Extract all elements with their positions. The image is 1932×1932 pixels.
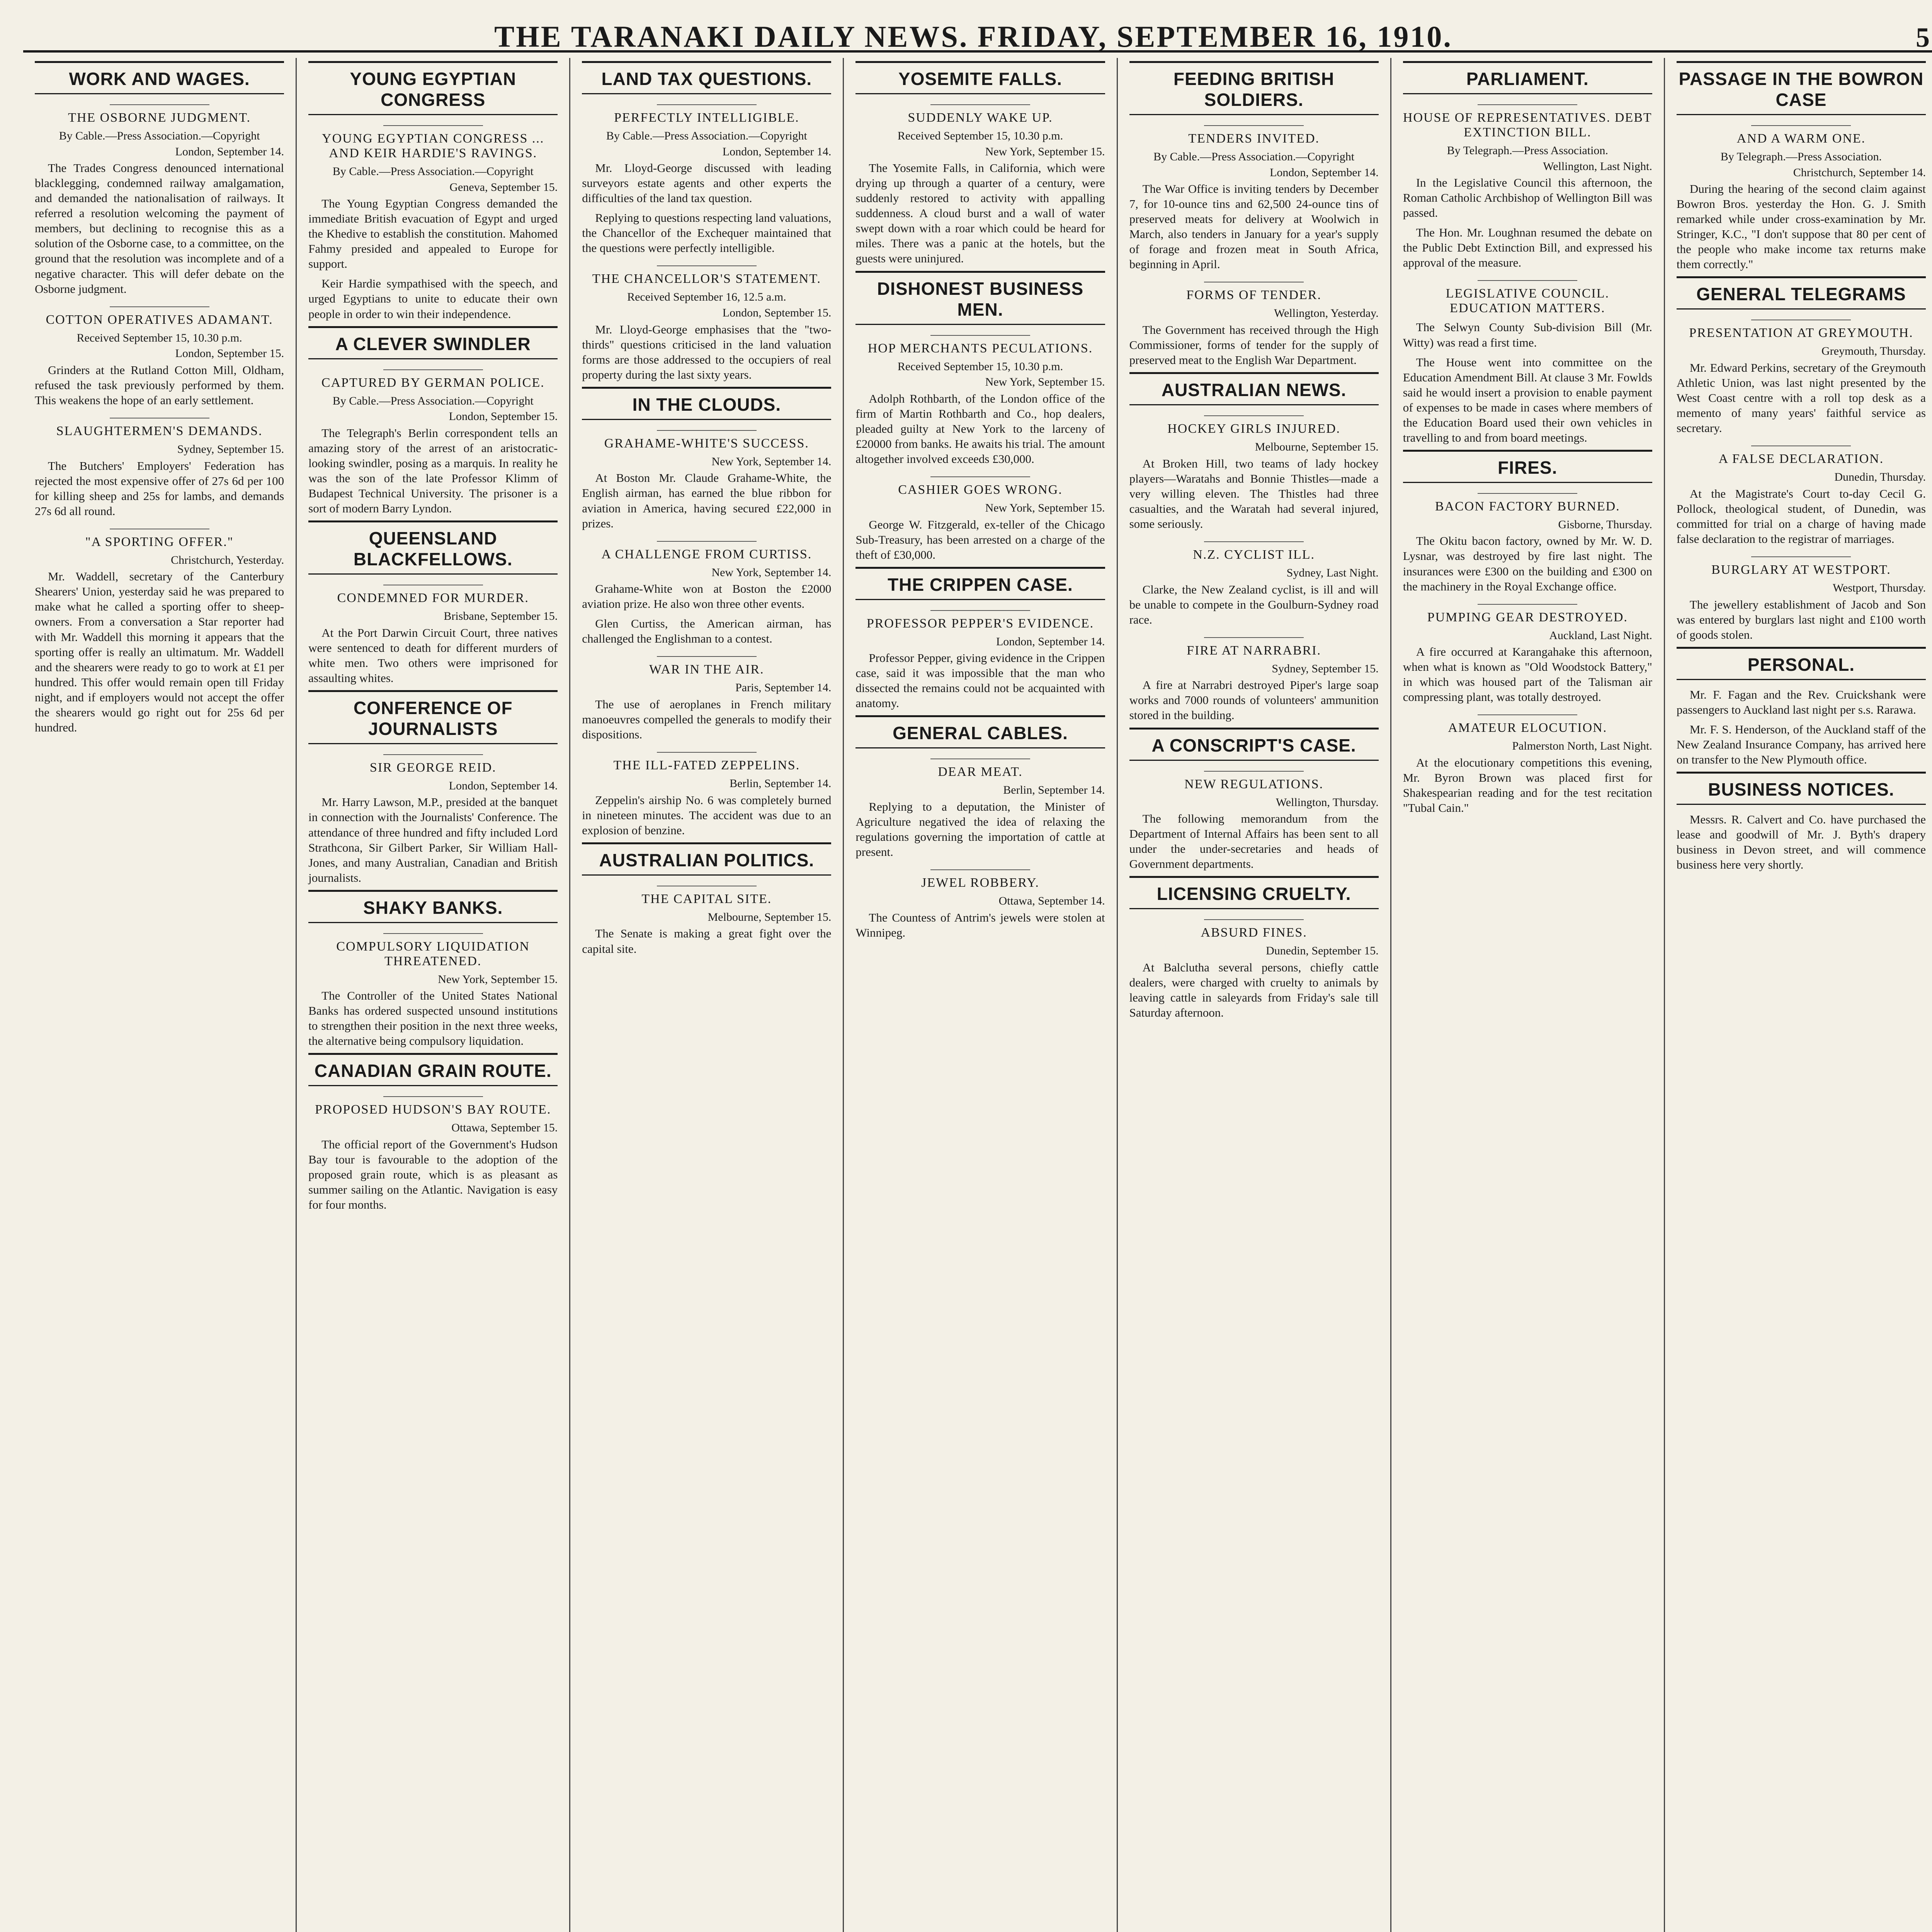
article-paragraph: Mr. Lloyd-George discussed with leading surveyors estate agents and other experts the difficulties of the land tax question. [582,161,832,205]
article-subheading: WAR IN THE AIR. [582,656,831,677]
article-subheading: THE OSBORNE JUDGMENT. [35,104,284,125]
article-paragraph: The Senate is making a great fight over the capital site. [582,927,832,956]
article [582,387,831,531]
article-location: London, September 14. [996,635,1105,648]
article-location: London, September 14. [175,145,284,158]
article-subheading: N.Z. CYCLIST ILL. [1129,541,1379,562]
article-location: Sydney, September 15. [177,442,284,456]
article-subheading: PUMPING GEAR DESTROYED. [1403,604,1652,625]
masthead [23,15,1932,53]
article-paragraph: The Okitu bacon factory, owned by Mr. W. D. Lysnar, was destroyed by fire last night. The insurances were £300 on the building and £300 on the machinery in the Royal Exchange office. [1403,534,1652,593]
article [582,842,831,956]
article-paragraph: The Controller of the United States National Banks has ordered suspected unsound institutions to strengthen their position in the next three weeks, the alternative being compulsory liquidation. [308,989,558,1048]
article-subheading: PRESENTATION AT GREYMOUTH. [1677,320,1926,340]
article-dateline: Received September 15, 10.30 p.m. [897,129,1063,142]
article-heading: YOUNG EGYPTIAN CONGRESS [308,61,558,115]
article-subheading: HOUSE OF REPRESENTATIVES. DEBT EXTINCTION BILL. [1403,104,1652,140]
article-dateline: By Telegraph.—Press Association. [1447,144,1608,157]
article-location: New York, September 15. [985,376,1105,389]
article-subheading: COTTON OPERATIVES ADAMANT. [35,306,284,327]
article-paragraph: Professor Pepper, giving evidence in the Crippen case, said it was impossible that the man who dissected the remains could not be acquainted with anatomy. [855,651,1105,710]
article-subheading: AND A WARM ONE. [1677,125,1926,146]
article [855,271,1105,466]
article [582,265,831,382]
article-paragraph: The Young Egyptian Congress demanded the immediate British evacuation of Egypt and urged the Khedive to establish the constitution. Mahomed Fahmy presided and appealed to Europe for support. [308,197,558,271]
article [1129,637,1379,723]
article-paragraph: The House went into committee on the Education Amendment Bill. At clause 3 Mr. Fowlds said he would insert a provision to enable payment of expenses to be made in cases where members of the Education Board used their own vehicles in travelling to and from board meetings. [1403,355,1652,444]
article-location: London, September 15. [449,410,558,423]
article-heading: A CONSCRIPT'S CASE. [1129,728,1379,761]
article-subheading: LEGISLATIVE COUNCIL. EDUCATION MATTERS. [1403,280,1652,316]
article [1677,772,1926,872]
article [1677,61,1926,272]
article-paragraph: In the Legislative Council this afternoon, the Roman Catholic Archbishop of Wellington Bill was passed. [1403,176,1652,220]
article-dateline: Received September 15, 10.30 p.m. [897,360,1063,373]
column [570,58,844,1932]
article-location: Dunedin, Thursday. [1834,471,1926,484]
article-heading: THE CRIPPEN CASE. [855,567,1105,600]
article-heading: QUEENSLAND BLACKFELLOWS. [308,520,558,575]
article-heading: A CLEVER SWINDLER [308,326,558,359]
article [308,690,558,885]
article [582,656,831,742]
article-paragraph: Keir Hardie sympathised with the speech, and urged Egyptians to unite to educate their own people in order to win their independence. [308,277,558,321]
article-location: Auckland, Last Night. [1549,629,1652,642]
column [297,58,570,1932]
article [308,520,558,685]
article-location: Brisbane, September 15. [444,610,558,623]
article-dateline: By Cable.—Press Association.—Copyright [332,394,534,407]
article-subheading: BACON FACTORY BURNED. [1403,493,1652,514]
article-heading: LICENSING CRUELTY. [1129,876,1379,909]
article-dateline: By Cable.—Press Association.—Copyright [59,129,260,142]
article-paragraph: The jewellery establishment of Jacob and Son was entered by burglars last night and £100 worth of goods stolen. [1676,597,1926,641]
article-subheading: SUDDENLY WAKE UP. [855,104,1105,125]
article-subheading: HOP MERCHANTS PECULATIONS. [855,335,1105,356]
article-location: Westport, Thursday. [1833,582,1926,595]
article-paragraph: The Government has received through the High Commissioner, forms of tender for the supply of preserved meat to the English War Department. [1129,323,1379,367]
article-subheading: COMPULSORY LIQUIDATION THREATENED. [308,933,558,969]
article [582,61,831,255]
article-location: Melbourne, September 15. [1255,440,1379,454]
article-subheading: SIR GEORGE REID. [308,754,558,775]
article [1677,556,1926,642]
article-location: New York, September 15. [985,145,1105,158]
article-subheading: GRAHAME-WHITE'S SUCCESS. [582,430,831,451]
article-location: Sydney, September 15. [1272,662,1379,675]
article [855,476,1105,562]
article [582,752,831,838]
article-heading: LAND TAX QUESTIONS. [582,61,831,94]
article-paragraph: The following memorandum from the Department of Internal Affairs has been sent to all under the under-secretaries and heads of Government departments. [1129,812,1379,871]
article [1677,647,1926,767]
article-subheading: NEW REGULATIONS. [1129,771,1379,792]
article [308,61,558,321]
article-paragraph: During the hearing of the second claim against Bowron Bros. yesterday the Hon. G. J. Smith remarked while under cross-examination by Mr. Stringer, K.C., "I don't suppose that 80 per cent of the people who make income tax returns make them correctly." [1676,182,1926,271]
column [23,58,297,1932]
article-paragraph: At Balclutha several persons, chiefly cattle dealers, were charged with cruelty to animals by leaving cattle in saleyards from Friday's sale till Saturday afternoon. [1129,960,1379,1020]
article-location: Berlin, September 14. [730,777,832,790]
article-location: Greymouth, Thursday. [1821,345,1926,358]
article-paragraph: The Selwyn County Sub-division Bill (Mr. Witty) was read a first time. [1403,320,1652,349]
article-heading: BUSINESS NOTICES. [1677,772,1926,805]
article-subheading: SLAUGHTERMEN'S DEMANDS. [35,418,284,439]
article [308,326,558,516]
article-subheading: HOCKEY GIRLS INJURED. [1129,415,1379,436]
article-subheading: THE CAPITAL SITE. [582,886,831,906]
article-heading: PARLIAMENT. [1403,61,1652,94]
article-paragraph: Adolph Rothbarth, of the London office of the firm of Martin Rothbarth and Co., hop dealers, pleaded guilty at New York to the larceny of £20000 from banks. He awaits his trial. The amount altogether involved exceeds £30,000. [855,391,1105,466]
article-heading: DISHONEST BUSINESS MEN. [855,271,1105,325]
article-heading: GENERAL TELEGRAMS [1677,276,1926,310]
article-subheading: THE ILL-FATED ZEPPELINS. [582,752,831,773]
article [35,418,284,519]
article-subheading: A CHALLENGE FROM CURTISS. [582,541,831,562]
article [1129,541,1379,627]
article-location: Christchurch, Yesterday. [171,553,284,566]
article-subheading: CASHIER GOES WRONG. [855,476,1105,497]
article-location: London, September 14. [1270,166,1379,179]
article-location: Wellington, Thursday. [1276,796,1379,809]
column [1391,58,1665,1932]
article-subheading: PERFECTLY INTELLIGIBLE. [582,104,831,125]
article-location: Wellington, Last Night. [1543,160,1652,173]
article-paragraph: At Broken Hill, two teams of lady hockey players—Waratahs and Bonnie Thistles—made a very willing eleven. The Thistles had three casualties, and the Waratah had several injured, some seriously. [1129,456,1379,531]
article-subheading: CAPTURED BY GERMAN POLICE. [308,369,558,390]
article-location: Geneva, September 15. [449,180,558,194]
article-paragraph: A fire occurred at Karangahake this afternoon, when what is known as "Old Woodstock Battery," in which was housed part of the Talisman air compressing plant, was totally destroyed. [1403,645,1652,704]
article-paragraph: The Telegraph's Berlin correspondent tells an amazing story of the arrest of an aristocratic-looking swindler, posing as a marquis. In reality he was the son of the late Professor Klimm of Budapest Technical University. The prisoner is a sort of modern Barry Lyndon. [308,426,558,515]
article-subheading: PROPOSED HUDSON'S BAY ROUTE. [308,1096,558,1117]
article [1403,714,1652,815]
article-location: Christchurch, September 14. [1793,166,1926,179]
article-location: Wellington, Yesterday. [1274,307,1379,320]
article [582,541,831,646]
article-paragraph: Grinders at the Rutland Cotton Mill, Oldham, refused the task previously performed by them. This weakens the hope of an early settlement. [35,363,284,407]
article [855,869,1105,940]
article-location: Gisborne, Thursday. [1558,518,1652,531]
article-heading: FEEDING BRITISH SOLDIERS. [1129,61,1379,115]
article-location: Melbourne, September 15. [707,910,832,923]
article-dateline: By Cable.—Press Association.—Copyright [332,165,534,178]
article-paragraph: Mr. Waddell, secretary of the Canterbury Shearers' Union, yesterday said he was prepared to make what he called a sporting offer to sheep-owners. From a conversation a Star reporter had with Mr. Waddell this morning it appears that the sporting offer is really an ultimatum. Mr. Waddell and the shearers were ready to go to work at £1 per hundred. This offer would remain open till Friday night, and if employers would not accept the offer the shearers would go right out for 25s 6d per hundred. [35,570,284,734]
article-heading: FIRES. [1403,450,1652,483]
article-paragraph: Messrs. R. Calvert and Co. have purchased the lease and goodwill of Mr. J. Byth's drapery business in Devon street, and will commence business here very shortly. [1676,813,1926,872]
article-paragraph: Replying to questions respecting land valuations, the Chancellor of the Exchequer maintained that the questions were perfectly intelligible. [582,211,832,255]
article [35,61,284,296]
article-location: London, September 14. [449,779,558,792]
article [1129,282,1379,367]
article-heading: YOSEMITE FALLS. [855,61,1105,94]
column [1665,58,1932,1932]
article-heading: AUSTRALIAN POLITICS. [582,842,831,876]
article [855,567,1105,711]
article-subheading: YOUNG EGYPTIAN CONGRESS ... AND KEIR HARDIE'S RAVINGS. [308,125,558,161]
article-paragraph: The Hon. Mr. Loughnan resumed the debate on the Public Debt Extinction Bill, and expressed his approval of the measure. [1403,226,1652,270]
article-dateline: Received September 16, 12.5 a.m. [627,291,786,304]
article-paragraph: George W. Fitzgerald, ex-teller of the Chicago Sub-Treasury, has been arrested on a charge of the theft of £30,000. [855,517,1105,561]
article-heading: IN THE CLOUDS. [582,387,831,420]
article-paragraph: At Boston Mr. Claude Grahame-White, the English airman, has earned the blue ribbon for aviation in America, having secured £22,000 in prizes. [582,471,832,530]
article-location: New York, September 14. [711,566,832,579]
article-heading: AUSTRALIAN NEWS. [1129,372,1379,405]
article-paragraph: The official report of the Government's Hudson Bay tour is favourable to the adoption of the proposed grain route, which is as pleasant as summer sailing on the Atlantic. Navigation is easy for four months. [308,1138,558,1212]
article [35,529,284,735]
page-number: 5 [1916,22,1930,53]
article-subheading: JEWEL ROBBERY. [855,869,1105,890]
article-paragraph: The Trades Congress denounced international blacklegging, condemned railway amalgamation, and demanded the nationalisation of railways. It referred a resolution welcoming the payment of members, but declining to recognise this as a solution of the Osborne case, to a committee, on the ground that the resolution was incomplete and of a negative character. This will defer debate on the Osborne judgment. [35,161,284,296]
article-subheading: THE CHANCELLOR'S STATEMENT. [582,265,831,286]
article-paragraph: Replying to a deputation, the Minister of Agriculture negatived the idea of relaxing the regulations governing the importation of cattle at present. [855,800,1105,859]
article-paragraph: The use of aeroplanes in French military manoeuvres compelled the generals to modify their dispositions. [582,697,832,742]
article-location: New York, September 15. [985,501,1105,514]
article-paragraph: Mr. Edward Perkins, secretary of the Greymouth Athletic Union, was last night presented by the West Coast centre with a roll top desk as a memento of many years' faithful service as secretary. [1676,361,1926,435]
article-location: London, September 14. [722,145,832,158]
article-paragraph: Mr. F. Fagan and the Rev. Cruickshank were passengers to Auckland last night per s.s. Rarawa. [1676,687,1926,716]
article [1129,372,1379,531]
article-subheading: BURGLARY AT WESTPORT. [1677,556,1926,577]
article-paragraph: At the elocutionary competitions this evening, Mr. Byron Brown was placed first for Shakespearian reading and for the test recitation "Tubal Cain." [1403,756,1652,815]
article [1129,61,1379,272]
article-heading: GENERAL CABLES. [855,715,1105,748]
article-heading: PASSAGE IN THE BOWRON CASE [1677,61,1926,115]
article-subheading: A FALSE DECLARATION. [1677,446,1926,466]
article [1677,276,1926,435]
article [855,715,1105,859]
article-paragraph: The War Office is inviting tenders by December 7, for 10-ounce tins and 62,500 24-ounce tins of preserved meats for delivery at Woolwich in March, also tenders in January for a year's supply of forage and frozen meat in South Africa, beginning in April. [1129,182,1379,271]
article [1403,280,1652,445]
article-heading: SHAKY BANKS. [308,890,558,923]
article-location: Palmerston North, Last Night. [1512,740,1652,753]
columns [23,58,1932,1932]
article-location: Sydney, Last Night. [1286,566,1379,580]
article-subheading: FORMS OF TENDER. [1129,282,1379,303]
article-dateline: Received September 15, 10.30 p.m. [77,331,242,344]
article-paragraph: Glen Curtiss, the American airman, has challenged the Englishman to a contest. [582,617,832,646]
article-subheading: CONDEMNED FOR MURDER. [308,585,558,605]
article-dateline: By Cable.—Press Association.—Copyright [606,129,807,142]
article-heading: CONFERENCE OF JOURNALISTS [308,690,558,744]
article-subheading: TENDERS INVITED. [1129,125,1379,146]
article-dateline: By Cable.—Press Association.—Copyright [1153,150,1355,163]
article-location: New York, September 14. [711,455,832,468]
article [855,61,1105,266]
article-paragraph: Mr. Harry Lawson, M.P., presided at the banquet in connection with the Journalists' Conference. The attendance of three hundred and fifty included Lord Strathcona, Sir Gilbert Parker, Sir William Hall-Jones, and many Australian, Canadian and British journalists. [308,795,558,884]
article [1129,876,1379,1020]
article-location: Paris, September 14. [735,681,832,694]
article-paragraph: Mr. F. S. Henderson, of the Auckland staff of the New Zealand Insurance Company, has arrived here on transfer to the New Plymouth office. [1676,722,1926,766]
article-paragraph: The Butchers' Employers' Federation has rejected the most expensive offer of 27s 6d per 100 for killing sheep and 25s for lambs, and demands 27s 6d all round. [35,459,284,518]
article-location: London, September 15. [175,347,284,360]
article-paragraph: Clarke, the New Zealand cyclist, is ill and will be unable to compete in the Goulburn-Sydney road race. [1129,582,1379,626]
article [35,306,284,408]
article-subheading: ABSURD FINES. [1129,919,1379,940]
article-subheading: "A SPORTING OFFER." [35,529,284,549]
column [844,58,1117,1932]
article-heading: PERSONAL. [1677,647,1926,680]
article-subheading: FIRE AT NARRABRI. [1129,637,1379,658]
article-location: Berlin, September 14. [1003,784,1105,797]
article [1403,61,1652,270]
article-heading: CANADIAN GRAIN ROUTE. [308,1053,558,1086]
article [1403,450,1652,594]
article-paragraph: The Yosemite Falls, in California, which were drying up through a quarter of a century, were suddenly restored to activity with appalling suddenness. A cloud burst and a wall of water swept down with a roar which could be heard for miles. There was a panic at the hotels, but the guests were uninjured. [855,161,1105,265]
article-heading: WORK AND WAGES. [35,61,284,94]
article-paragraph: Mr. Lloyd-George emphasises that the "two-thirds" questions criticised in the land valuation forms are those addressed to the occupiers of real property during the last sixty years. [582,322,832,381]
article [1129,728,1379,872]
article [1403,604,1652,705]
article-paragraph: Grahame-White won at Boston the £2000 aviation prize. He also won three other events. [582,582,832,611]
article-paragraph: The Countess of Antrim's jewels were stolen at Winnipeg. [855,910,1105,939]
article-location: Ottawa, September 15. [451,1121,558,1134]
article [1677,446,1926,546]
article-paragraph: A fire at Narrabri destroyed Piper's large soap works and 7000 rounds of volunteers' ammunition stored in the building. [1129,678,1379,722]
newspaper-title: THE TARANAKI DAILY NEWS. FRIDAY, SEPTEMBER 16, 1910. [494,20,1452,53]
article-paragraph: Zeppelin's airship No. 6 was completely burned in nineteen minutes. The accident was due to an explosion of benzine. [582,793,832,837]
article-location: Ottawa, September 14. [998,895,1105,908]
article [308,1053,558,1212]
article-location: New York, September 15. [438,973,558,986]
article-dateline: By Telegraph.—Press Association. [1720,150,1882,163]
column [1118,58,1391,1932]
article-location: Dunedin, September 15. [1266,944,1379,957]
article-paragraph: At the Magistrate's Court to-day Cecil G. Pollock, theological student, of Dunedin, was committed for trial on a charge of having made false declaration to the registrar of marriages. [1676,486,1926,546]
article [308,890,558,1049]
article-subheading: PROFESSOR PEPPER'S EVIDENCE. [855,610,1105,631]
article-location: London, September 15. [722,306,832,320]
article-paragraph: At the Port Darwin Circuit Court, three natives were sentenced to death for different murders of white men. Two others were imprisoned for assaulting whites. [308,626,558,685]
article-subheading: DEAR MEAT. [855,759,1105,779]
article-subheading: AMATEUR ELOCUTION. [1403,714,1652,735]
